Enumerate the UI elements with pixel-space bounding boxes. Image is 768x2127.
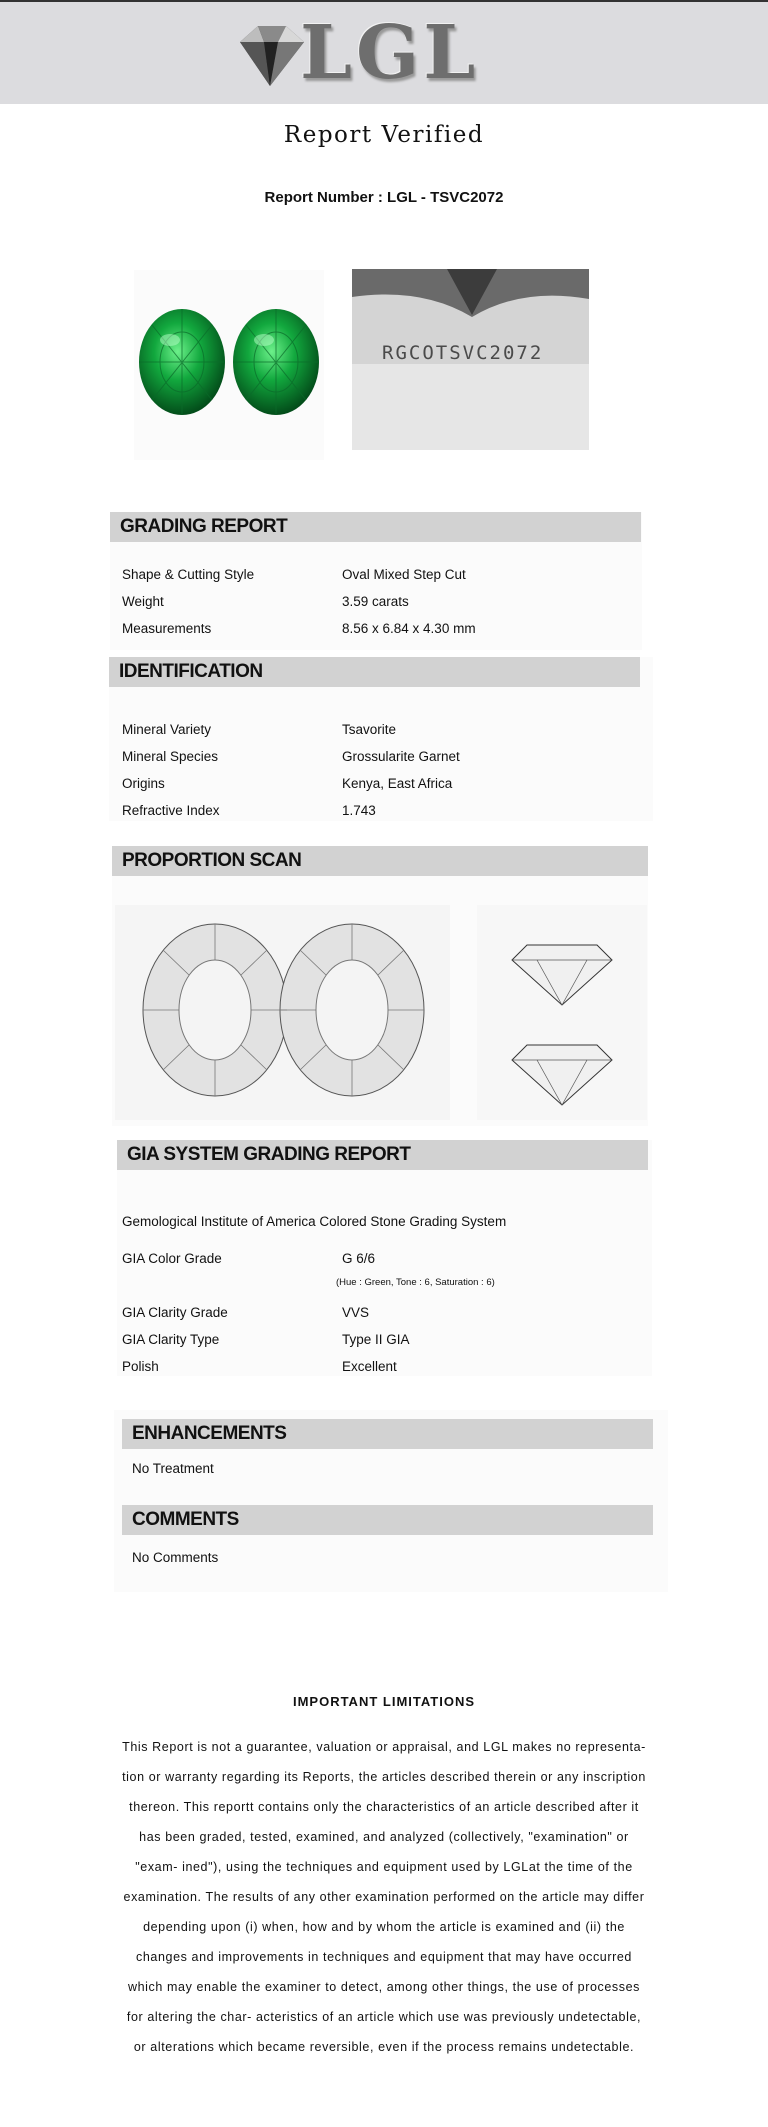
- enhancements-header: [122, 1419, 653, 1449]
- comments-heading: COMMENTS: [132, 1509, 239, 1530]
- identification-value: Tsavorite: [342, 722, 397, 737]
- lgl-logo[interactable]: [230, 10, 490, 96]
- grading-heading: GRADING REPORT: [120, 516, 288, 537]
- gia-header: [117, 1140, 648, 1170]
- enhancements-heading: ENHANCEMENTS: [132, 1423, 287, 1444]
- gia-value: G 6/6: [342, 1251, 376, 1266]
- limitations-text: This Report is not a guarantee, valuation or appraisal, and LGL makes no representa- tion or warranty regarding its Reports, the articles described therein or any inscription thereon. This reportt contains only the characteristics of an article described after it has been graded, tested, examined, and analyzed (collectively, "examination" or "exam- ined"), using the techniques and equipment used by LGLat the time of the examination. The results of any other examination performed on the article may differ depending upon (i) when, how and by whom the article is examined and (ii) the changes and improvements in techniques and equipment that may have occurred which may enable the examiner to detect, among other things, the use of processes for altering the char- acteristics of an article which use was previously undetectable, or alterations which became reversible, even if the process remains undetectable.: [122, 1740, 646, 2054]
- grading-label: Measurements: [122, 621, 212, 636]
- inscription-text: RGCOTSVC2072: [382, 342, 544, 364]
- identification-heading: IDENTIFICATION: [119, 661, 263, 682]
- enhancements-text: No Treatment: [132, 1461, 214, 1476]
- gia-color-note: (Hue : Green, Tone : 6, Saturation : 6): [336, 1277, 495, 1288]
- proportion-scan-side-view: [477, 905, 647, 1120]
- logo-text: LGL: [300, 10, 480, 96]
- identification-label: Mineral Species: [122, 749, 219, 764]
- limitations-heading: IMPORTANT LIMITATIONS: [292, 1694, 476, 1709]
- proportion-header: [112, 846, 648, 876]
- grading-label: Weight: [122, 594, 164, 609]
- gia-heading: GIA SYSTEM GRADING REPORT: [127, 1144, 411, 1165]
- comments-header: [122, 1505, 653, 1535]
- grading-value: 3.59 carats: [342, 594, 409, 609]
- identification-value: Grossularite Garnet: [342, 749, 460, 764]
- proportion-scan-top-view: [115, 905, 450, 1120]
- grading-value: Oval Mixed Step Cut: [342, 567, 466, 582]
- comments-text: No Comments: [132, 1550, 219, 1565]
- report-number: Report Number : LGL - TSVC2072: [264, 189, 504, 206]
- gia-label: GIA Color Grade: [122, 1251, 222, 1266]
- gia-intro: Gemological Institute of America Colored Stone Grading System: [122, 1214, 507, 1229]
- gia-value: VVS: [342, 1305, 370, 1320]
- gia-label: GIA Clarity Type: [122, 1332, 220, 1347]
- diamond-logo-icon: [230, 20, 310, 90]
- gia-value: Type II GIA: [342, 1332, 410, 1347]
- gia-value: Excellent: [342, 1359, 397, 1374]
- inscription-photo: [352, 269, 589, 450]
- identification-label: Refractive Index: [122, 803, 220, 818]
- identification-value: Kenya, East Africa: [342, 776, 453, 791]
- proportion-heading: PROPORTION SCAN: [122, 850, 302, 871]
- identification-header: [109, 657, 640, 687]
- grading-header: [110, 512, 641, 542]
- identification-label: Origins: [122, 776, 165, 791]
- identification-label: Mineral Variety: [122, 722, 212, 737]
- gia-label: Polish: [122, 1359, 159, 1374]
- header-banner: [0, 2, 768, 104]
- grading-label: Shape & Cutting Style: [122, 567, 255, 582]
- identification-value: 1.743: [342, 803, 376, 818]
- grading-value: 8.56 x 6.84 x 4.30 mm: [342, 621, 476, 636]
- gia-label: GIA Clarity Grade: [122, 1305, 228, 1320]
- gemstone-photo: [134, 270, 324, 460]
- page-title: Report Verified: [283, 122, 485, 148]
